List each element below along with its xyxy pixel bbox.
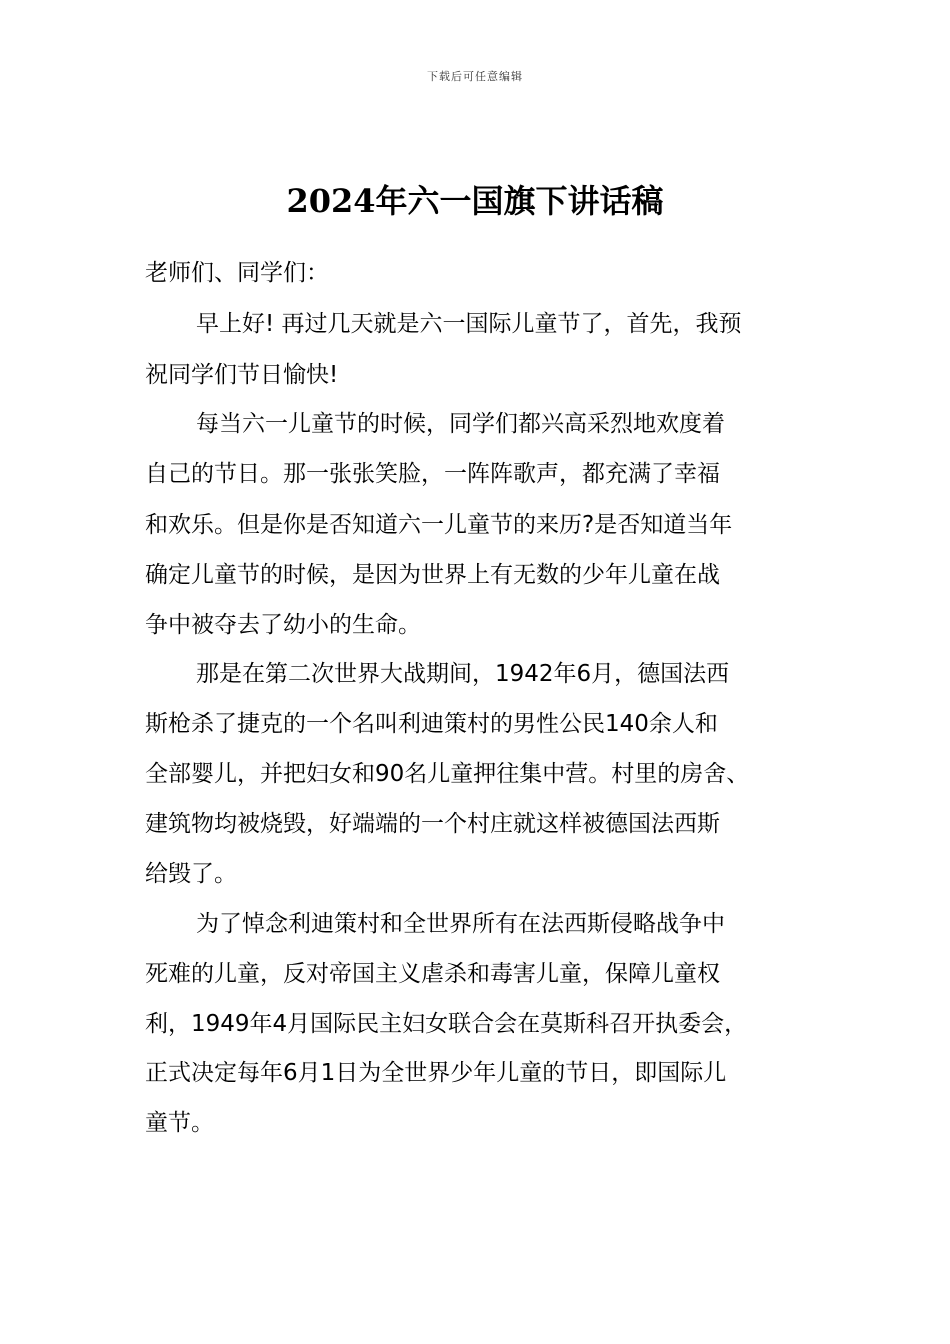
- paragraph-4-line-2: 死难的儿童，反对帝国主义虐杀和毒害儿童，保障儿童权: [145, 961, 720, 987]
- paragraph-3-line-2: 斯枪杀了捷克的一个名叫利迪策村的男性公民140余人和: [145, 711, 718, 737]
- paragraph-1-line-1: 早上好! 再过几天就是六一国际儿童节了，首先，我预: [196, 311, 742, 337]
- greeting-line: 老师们、同学们：: [145, 260, 329, 286]
- paragraph-2-line-4: 确定儿童节的时候，是因为世界上有无数的少年儿童在战: [145, 562, 720, 588]
- paragraph-4-line-5: 童节。: [145, 1110, 214, 1136]
- paragraph-2-line-3: 和欢乐。但是你是否知道六一儿童节的来历?是否知道当年: [145, 512, 733, 538]
- paragraph-3-line-1: 那是在第二次世界大战期间，1942年6月，德国法西: [196, 661, 730, 687]
- document-title: 2024年六一国旗下讲话稿: [286, 182, 664, 220]
- paragraph-2-line-2: 自己的节日。那一张张笑脸，一阵阵歌声，都充满了幸福: [145, 461, 720, 487]
- paragraph-3-line-5: 给毁了。: [145, 861, 237, 887]
- paragraph-2-line-1: 每当六一儿童节的时候，同学们都兴高采烈地欢度着: [196, 411, 725, 437]
- header-note: 下载后可任意编辑: [427, 70, 523, 83]
- paragraph-4-line-3: 利，1949年4月国际民主妇女联合会在莫斯科召开执委会，: [145, 1011, 748, 1037]
- paragraph-1-line-2: 祝同学们节日愉快!: [145, 362, 339, 388]
- paragraph-4-line-1: 为了悼念利迪策村和全世界所有在法西斯侵略战争中: [196, 911, 725, 937]
- paragraph-4-line-4: 正式决定每年6月1日为全世界少年儿童的节日，即国际儿: [145, 1060, 727, 1086]
- paragraph-3-line-4: 建筑物均被烧毁，好端端的一个村庄就这样被德国法西斯: [145, 811, 720, 837]
- paragraph-3-line-3: 全部婴儿，并把妇女和90名儿童押往集中营。村里的房舍、: [145, 761, 750, 787]
- paragraph-2-line-5: 争中被夺去了幼小的生命。: [145, 612, 421, 638]
